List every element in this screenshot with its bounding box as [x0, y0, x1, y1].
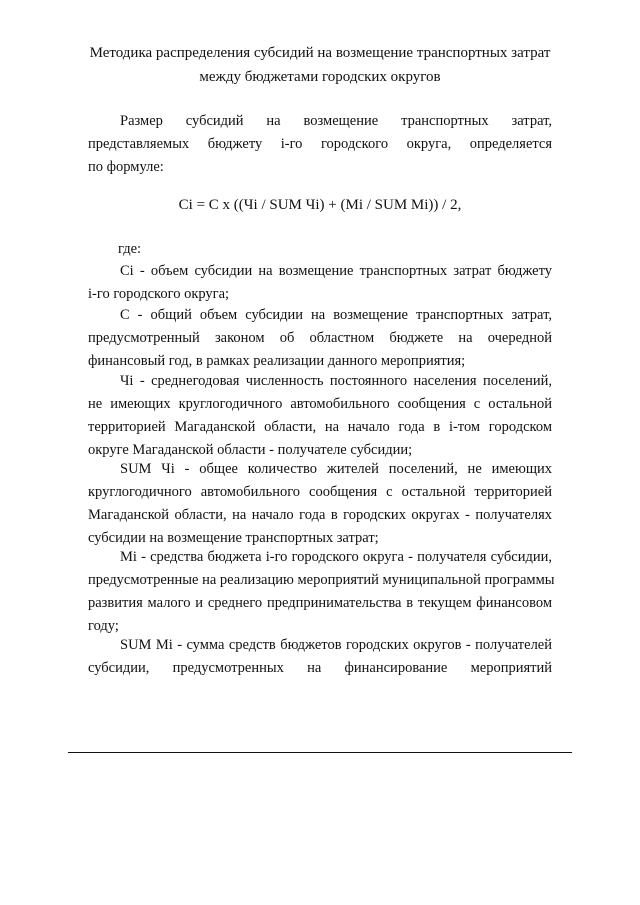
definition-line: году;	[88, 618, 119, 634]
definition-line: финансовый год, в рамках реализации данного мероприятия;	[88, 353, 466, 369]
definition-line: предусмотренные на реализацию мероприятий муниципальной программы	[88, 572, 555, 588]
definition-mi	[88, 546, 555, 638]
definition-sum-chi	[88, 458, 552, 550]
definition-line: округе Магаданской области - получателе субсидии;	[88, 442, 413, 458]
definition-ci	[88, 260, 552, 306]
page-divider	[68, 752, 572, 753]
definition-line: развития малого и среднего предпринимательства в текущем финансовом	[88, 595, 552, 611]
intro-line: Размер субсидий на возмещение транспортных затрат,	[120, 113, 552, 129]
definition-line: не имеющих круглогодичного автомобильного сообщения с остальной	[88, 396, 552, 412]
intro-line: по формуле:	[88, 159, 164, 175]
definition-line: Mi - средства бюджета i-го городского округа - получателя субсидии,	[120, 549, 552, 565]
definition-line: предусмотренный законом об областном бюджете на очередной	[88, 330, 552, 346]
title-line-2: между бюджетами городских округов	[199, 69, 441, 85]
definition-line: C - общий объем субсидии на возмещение транспортных затрат,	[120, 307, 552, 323]
definition-line: субсидии на возмещение транспортных затрат;	[88, 530, 379, 546]
definition-c	[88, 304, 552, 373]
formula: Ci = C x ((Чi / SUM Чi) + (Mi / SUM Mi)) / 2,	[178, 197, 462, 213]
intro-paragraph	[88, 110, 552, 179]
definition-line: SUM Mi - сумма средств бюджетов городских округов - получателей	[120, 637, 552, 653]
definition-line: i-го городского округа;	[88, 286, 230, 302]
title-line-1: Методика распределения субсидий на возмещение транспортных затрат	[89, 45, 551, 61]
definition-line: территорией Магаданской области, на начало года в i-том городском	[88, 419, 552, 435]
where-label: где:	[118, 241, 142, 257]
definition-line: Магаданской области, на начало года в городских округах - получателях	[88, 507, 552, 523]
intro-line: представляемых бюджету i-го городского округа, определяется	[88, 136, 552, 152]
definition-chi	[88, 370, 552, 462]
definition-line: субсидии, предусмотренных на финансирование мероприятий	[88, 660, 552, 676]
definition-line: Ci - объем субсидии на возмещение транспортных затрат бюджету	[120, 263, 552, 279]
definition-sum-mi	[88, 634, 552, 680]
definition-line: круглогодичного автомобильного сообщения с остальной территорией	[88, 484, 552, 500]
definition-line: Чi - среднегодовая численность постоянного населения поселений,	[120, 373, 552, 389]
definition-line: SUM Чi - общее количество жителей поселений, не имеющих	[120, 461, 552, 477]
